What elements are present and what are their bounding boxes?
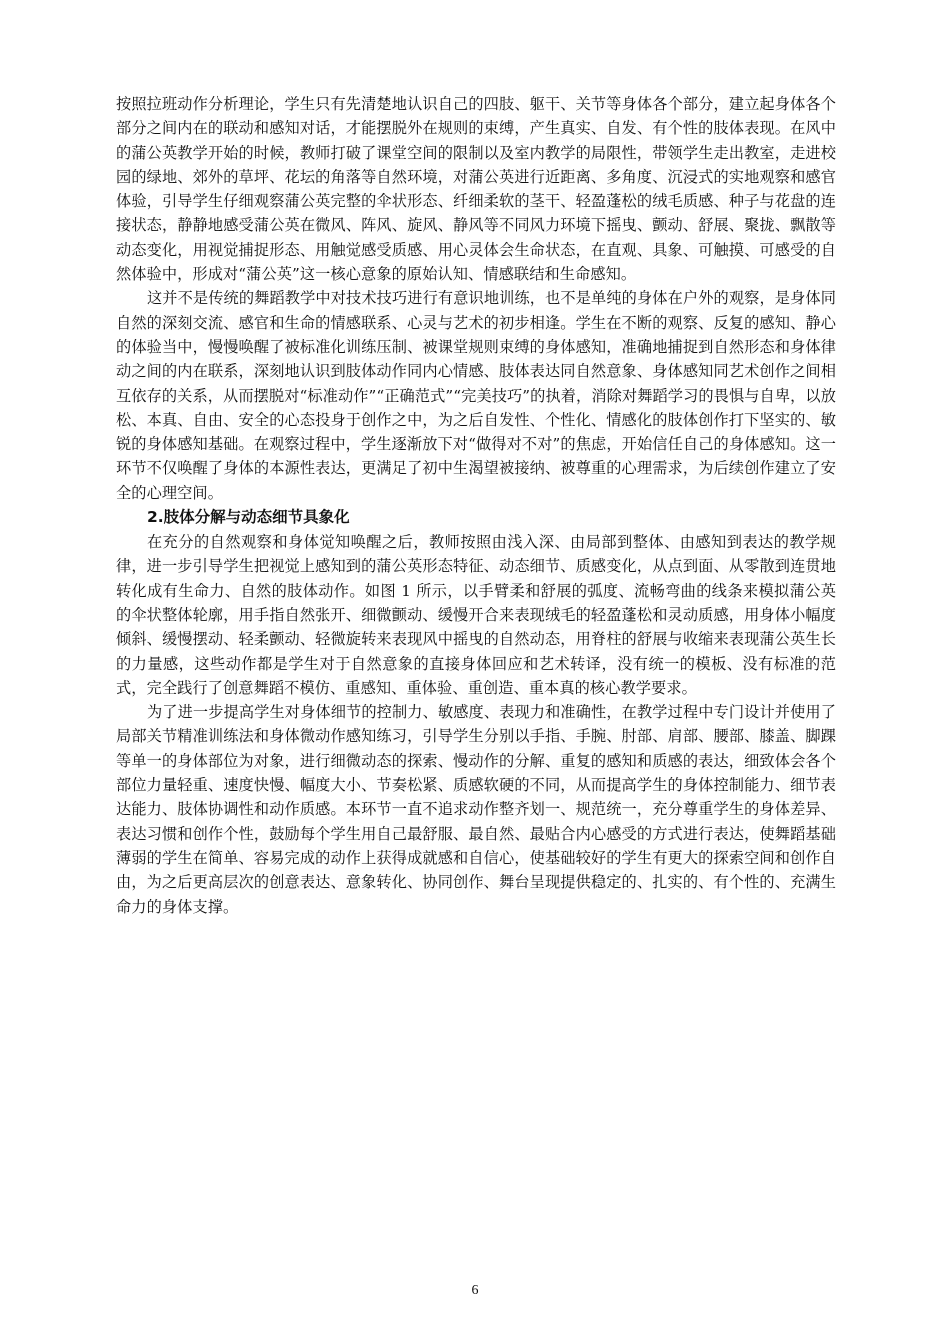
body-text [116,92,836,919]
paragraph-1: 按照拉班动作分析理论，学生只有先清楚地认识自己的四肢、躯干、关节等身体各个部分，建立起身体各个部分之间内在的联动和感知对话，才能摆脱外在规则的束缚，产生真实、自发、有个性的肢体表现。在风中的蒲公英教学开始的时候，教师打破了课堂空间的限制以及室内教学的局限性，带领学生走出教室，走进校园的绿地、郊外的草坪、花坛的角落等自然环境，对蒲公英进行近距离、多角度、沉浸式的实地观察和感官体验，引导学生仔细观察蒲公英完整的伞状形态、纤细柔软的茎干、轻盈蓬松的绒毛质感、种子与花盘的连接状态，静静地感受蒲公英在微风、阵风、旋风、静风等不同风力环境下摇曳、颤动、舒展、聚拢、飘散等动态变化，用视觉捕捉形态、用触觉感受质感、用心灵体会生命状态，在直观、具象、可触摸、可感受的自然体验中，形成对“蒲公英”这一核心意象的原始认知、情感联结和生命感知。 [116,95,836,284]
paragraph-4: 为了进一步提高学生对身体细节的控制力、敏感度、表现力和准确性，在教学过程中专门设计并使用了局部关节精准训练法和身体微动作感知练习，引导学生分别以手指、手腕、肘部、肩部、腰部、膝盖、脚踝等单一的身体部位为对象，进行细微动态的探索、慢动作的分解、重复的感知和质感的表达，细致体会各个部位力量轻重、速度快慢、幅度大小、节奏松紧、质感软硬的不同，从而提高学生的身体控制能力、细节表达能力、肢体协调性和动作质感。本环节一直不追求动作整齐划一、规范统一，充分尊重学生的身体差异、表达习惯和创作个性，鼓励每个学生用自己最舒服、最自然、最贴合内心感受的方式进行表达，使舞蹈基础薄弱的学生在简单、容易完成的动作上获得成就感和自信心，使基础较好的学生有更大的探索空间和创作自由，为之后更高层次的创意表达、意象转化、协同创作、舞台呈现提供稳定的、扎实的、有个性的、充满生命力的身体支撑。 [116,703,836,916]
paragraph-3: 在充分的自然观察和身体觉知唤醒之后，教师按照由浅入深、由局部到整体、由感知到表达的教学规律，进一步引导学生把视觉上感知到的蒲公英形态特征、动态细节、质感变化，从点到面、从零散到连贯地转化成有生命力、自然的肢体动作。如图 1 所示，以手臂柔和舒展的弧度、流畅弯曲的线条来模拟蒲公英的伞状整体轮廓，用手指自然张开、细微颤动、缓慢开合来表现绒毛的轻盈蓬松和灵动质感，用身体小幅度倾斜、缓慢摆动、轻柔颤动、轻微旋转来表现风中摇曳的自然动态，用脊柱的舒展与收缩来表现蒲公英生长的力量感，这些动作都是学生对于自然意象的直接身体回应和艺术转译，没有统一的模板、没有标准的范式，完全践行了创意舞蹈不模仿、重感知、重体验、重创造、重本真的核心教学要求。 [116,533,836,697]
section-heading: 2.肢体分解与动态细节具象化 [147,508,350,527]
paragraph-2: 这并不是传统的舞蹈教学中对技术技巧进行有意识地训练，也不是单纯的身体在户外的观察，是身体同自然的深刻交流、感官和生命的情感联系、心灵与艺术的初步相逢。学生在不断的观察、反复的感知、静心的体验当中，慢慢唤醒了被标准化训练压制、被课堂规则束缚的身体感知，准确地捕捉到自然形态和身体律动之间的内在联系，深刻地认识到肢体动作同内心情感、肢体表达同自然意象、身体感知同艺术创作之间相互依存的关系，从而摆脱对“标准动作”“正确范式”“完美技巧”的执着，消除对舞蹈学习的畏惧与自卑，以放松、本真、自由、安全的心态投身于创作之中，为之后自发性、个性化、情感化的肢体创作打下坚实的、敏锐的身体感知基础。在观察过程中，学生逐渐放下对“做得对不对”的焦虑，开始信任自己的身体感知。这一环节不仅唤醒了身体的本源性表达，更满足了初中生渴望被接纳、被尊重的心理需求，为后续创作建立了安全的心理空间。 [116,289,836,502]
page-number: 6 [471,1283,479,1298]
